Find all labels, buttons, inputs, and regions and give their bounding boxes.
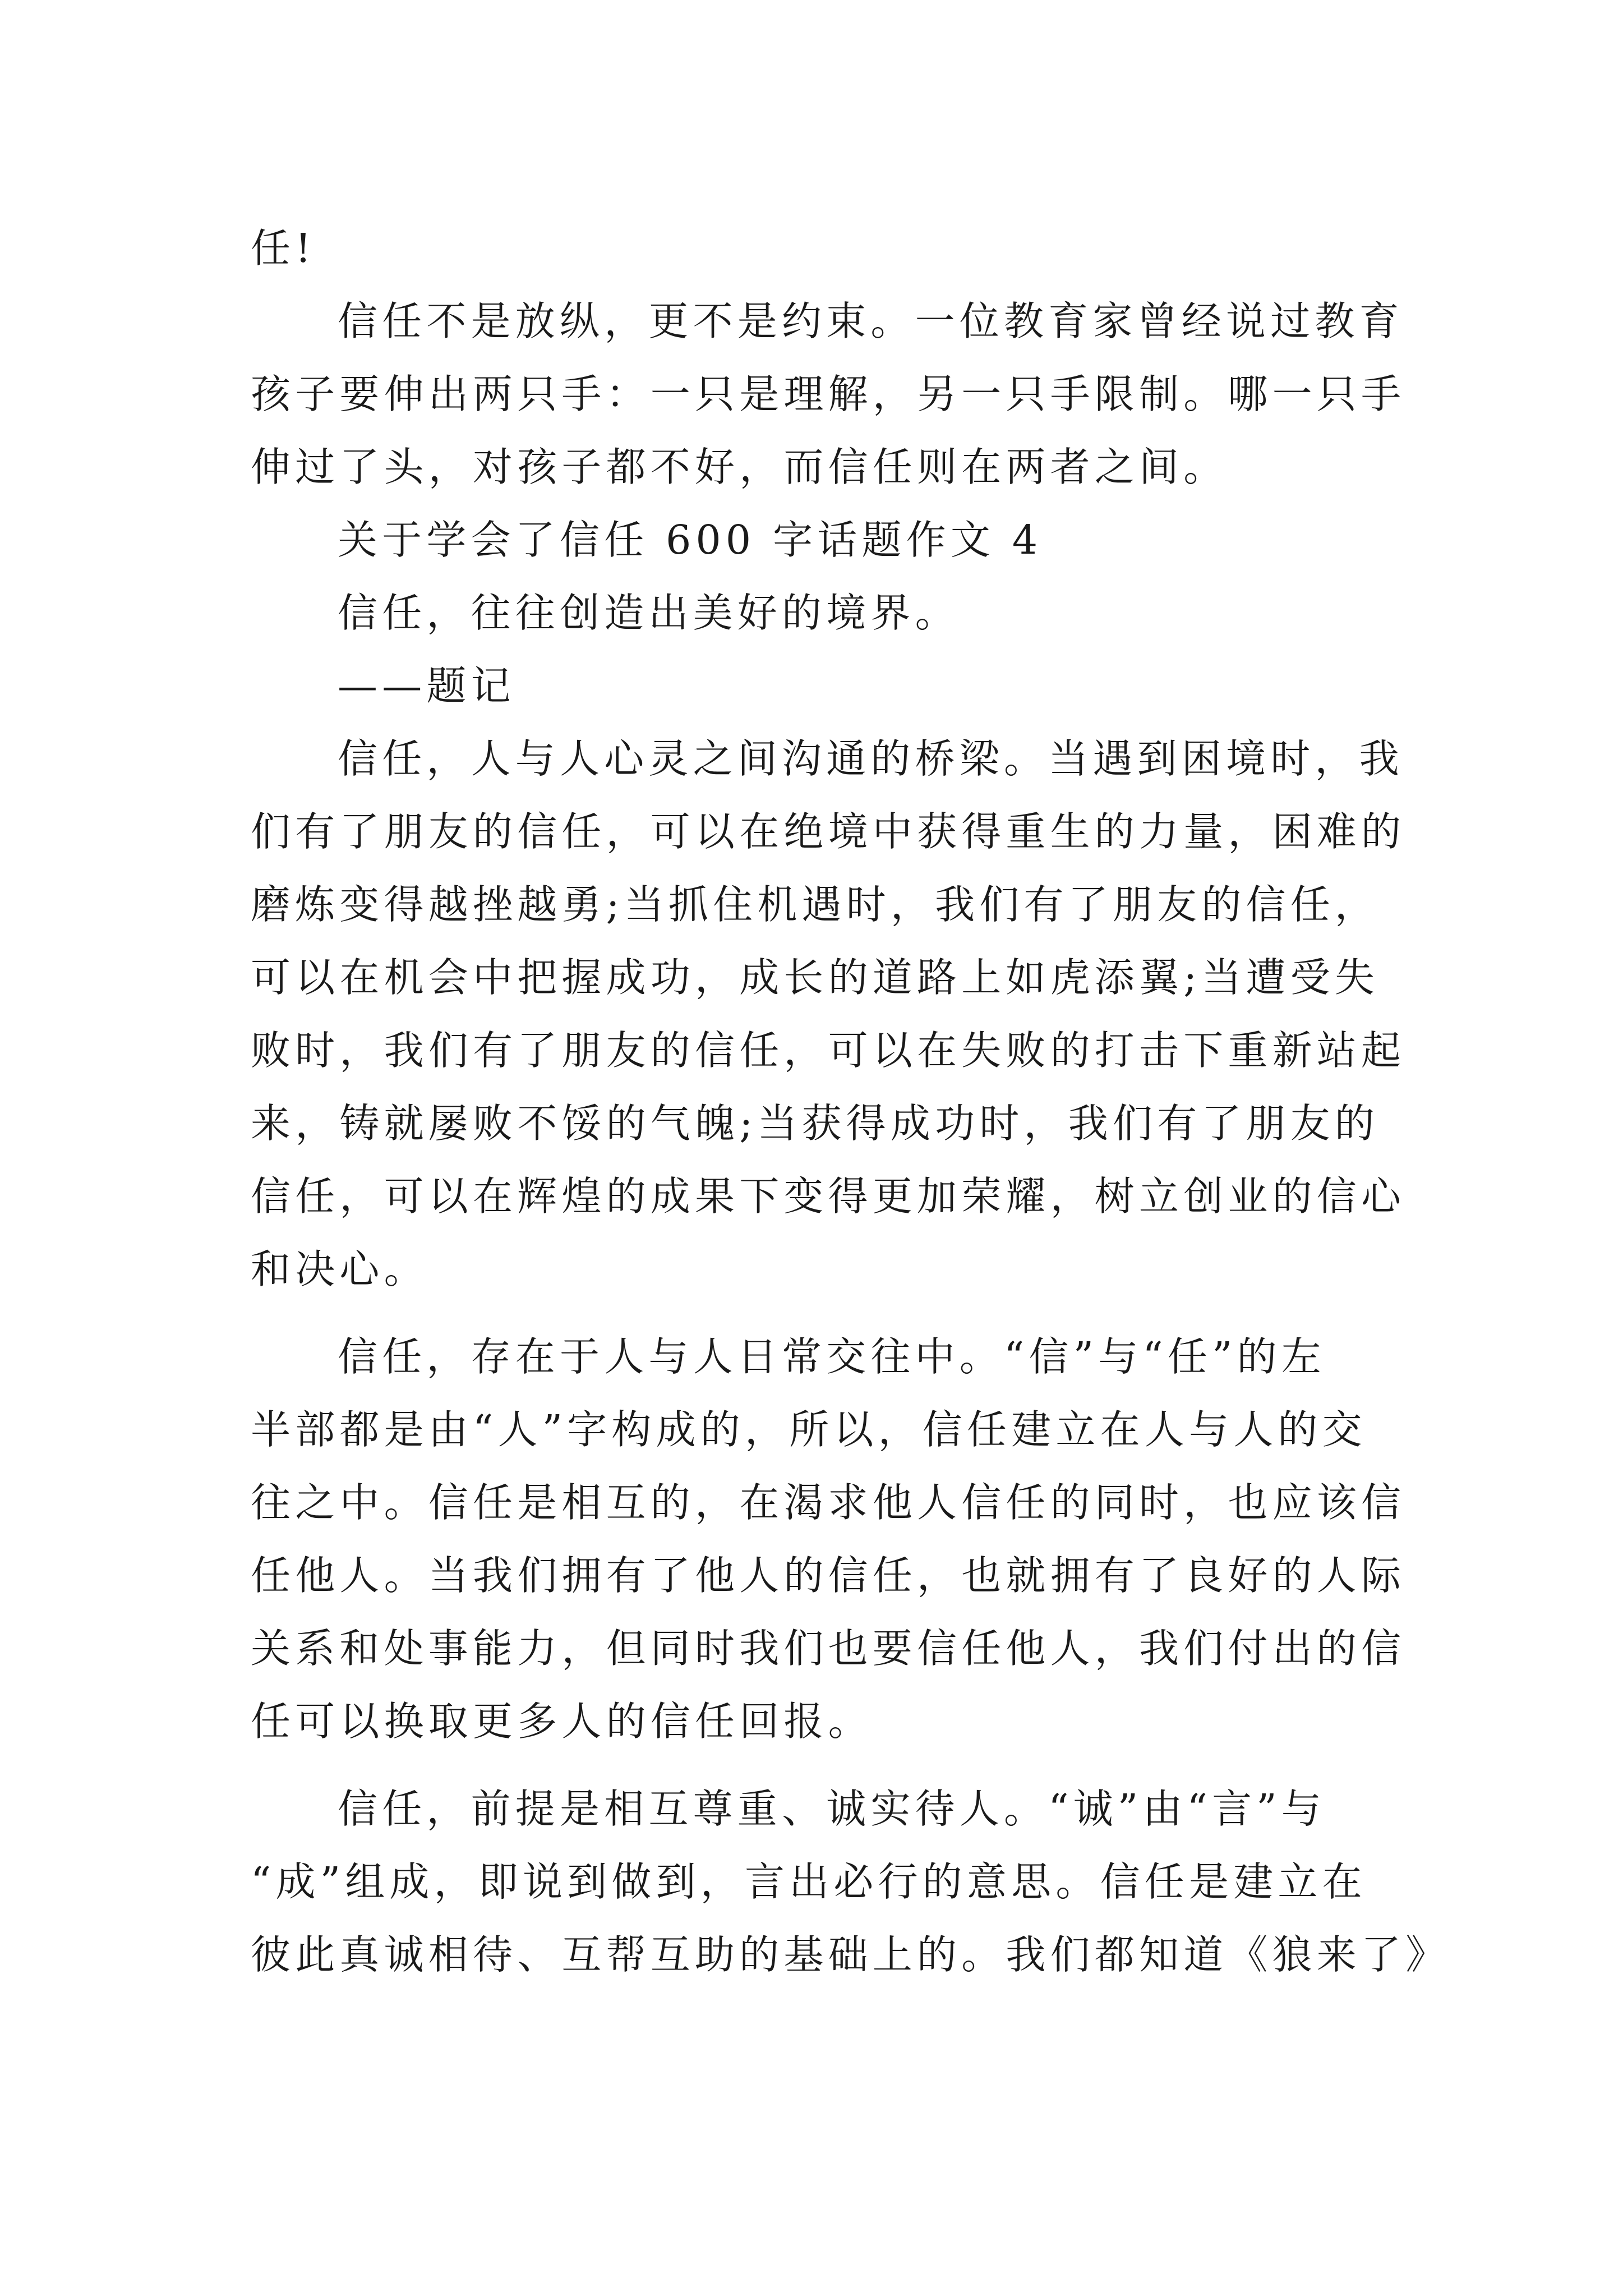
text-line: 任! — [251, 225, 316, 272]
text-line: 任可以换取更多人的信任回报。 — [251, 1698, 873, 1745]
epigraph-attribution: ——题记 — [338, 662, 515, 709]
text-line: 孩子要伸出两只手：一只是理解，另一只手限制。哪一只手 — [251, 371, 1406, 417]
text-line: 信任不是放纵，更不是约束。一位教育家曾经说过教育 — [338, 298, 1404, 344]
text-line: 可以在机会中把握成功，成长的道路上如虎添翼;当遭受失 — [251, 954, 1380, 1001]
essay-heading: 关于学会了信任 600 字话题作文 4 — [338, 517, 1043, 563]
text-line: 和决心。 — [251, 1246, 428, 1292]
text-line: 磨炼变得越挫越勇;当抓住机遇时，我们有了朋友的信任， — [251, 881, 1380, 928]
text-line: 关系和处事能力，但同时我们也要信任他人，我们付出的信 — [251, 1625, 1406, 1672]
text-line: 彼此真诚相待、互帮互助的基础上的。我们都知道《狼来了》 — [251, 1931, 1450, 1978]
text-line: 任他人。当我们拥有了他人的信任，也就拥有了良好的人际 — [251, 1552, 1406, 1599]
text-line: 败时，我们有了朋友的信任，可以在失败的打击下重新站起 — [251, 1027, 1406, 1074]
text-line: 往之中。信任是相互的，在渴求他人信任的同时，也应该信 — [251, 1479, 1406, 1526]
text-line: 信任，可以在辉煌的成果下变得更加荣耀，树立创业的信心 — [251, 1173, 1406, 1220]
text-line: 来，铸就屡败不馁的气魄;当获得成功时，我们有了朋友的 — [251, 1100, 1380, 1147]
text-line: 信任，人与人心灵之间沟通的桥梁。当遇到困境时，我 — [338, 735, 1404, 782]
epigraph: 信任，往往创造出美好的境界。 — [338, 590, 960, 636]
text-line: 半部都是由“人”字构成的，所以，信任建立在人与人的交 — [251, 1406, 1367, 1453]
text-line: 信任，前提是相互尊重、诚实待人。“诚”由“言”与 — [338, 1786, 1326, 1832]
text-line: 信任，存在于人与人日常交往中。“信”与“任”的左 — [338, 1333, 1326, 1380]
text-line: 们有了朋友的信任，可以在绝境中获得重生的力量，困难的 — [251, 808, 1406, 855]
text-line: 伸过了头，对孩子都不好，而信任则在两者之间。 — [251, 444, 1228, 490]
document-body — [251, 212, 1450, 1991]
text-line: “成”组成，即说到做到，言出必行的意思。信任是建立在 — [251, 1858, 1367, 1905]
